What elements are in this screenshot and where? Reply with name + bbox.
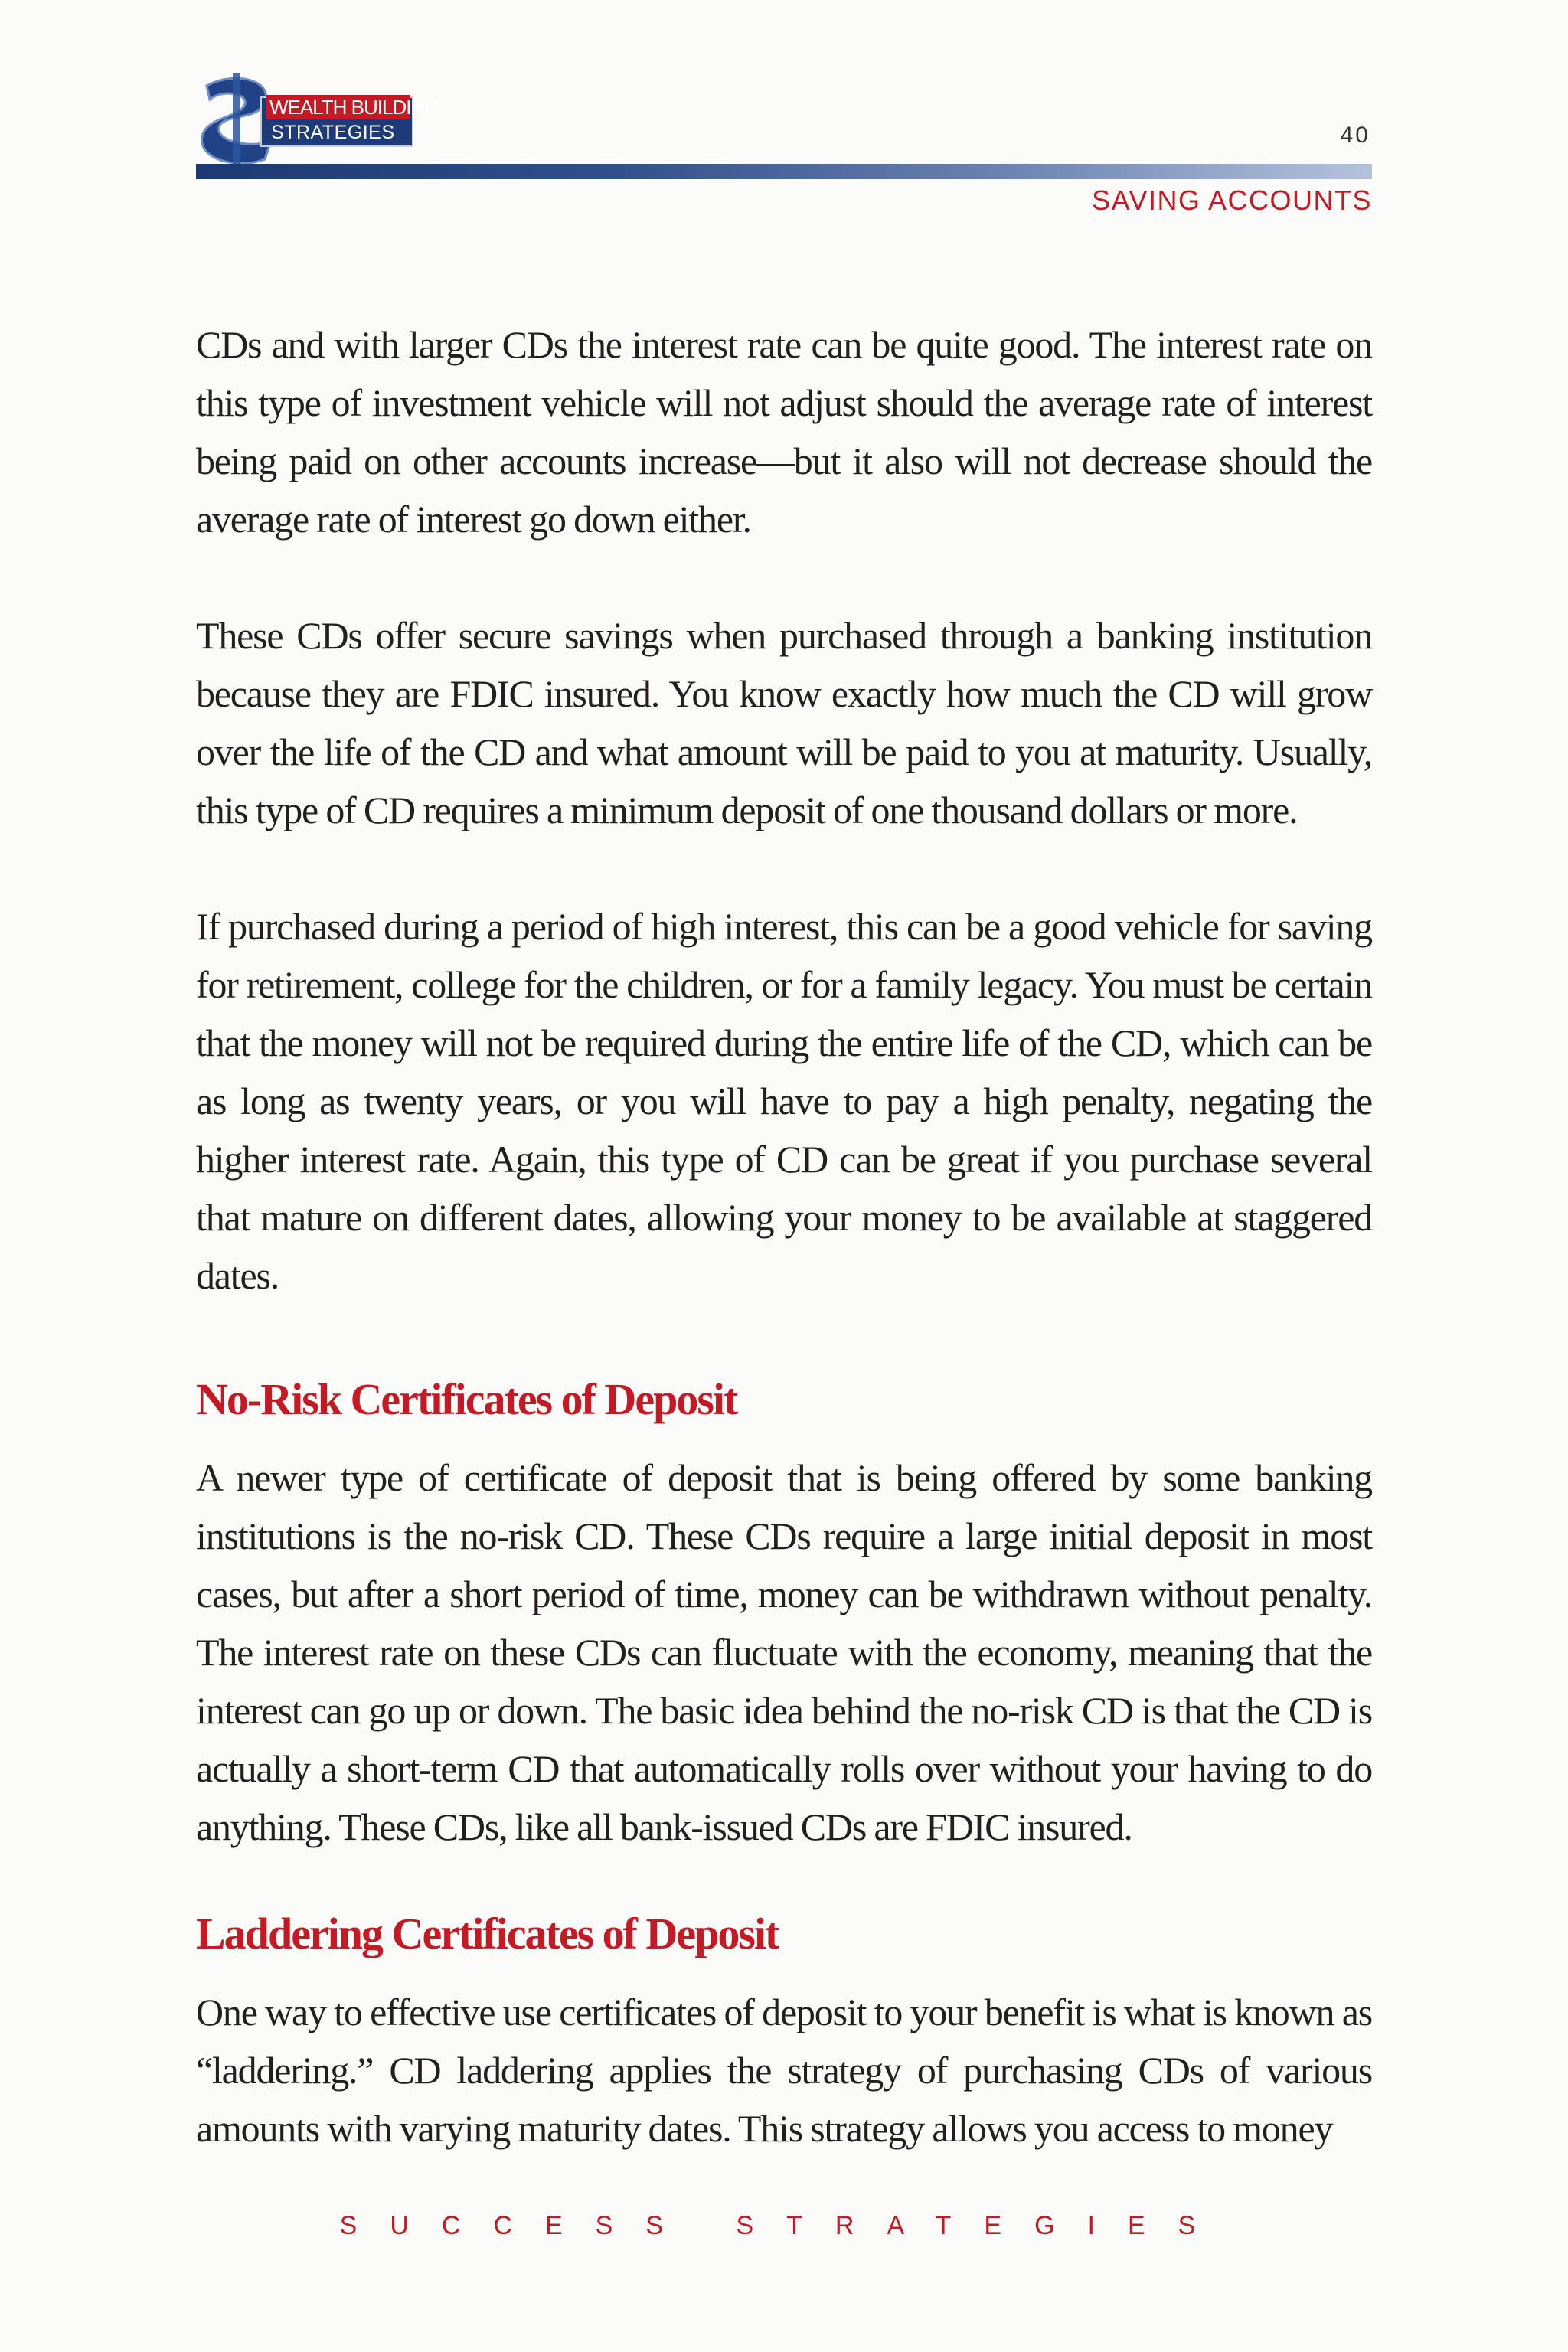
body-paragraph: A newer type of certificate of deposit that is being offered by some banking institutions is the no-risk CD. These CDs require a large initial deposit in most cases, but after a short period of time, money can be withdrawn without penalty. The interest rate on these CDs can fluctuate with the economy, meaning that the interest can go up or down. The basic idea behind the no-risk CD is that the CD is actually a short-term CD that automatically rolls over without your having to do anything. These CDs, like all bank-issued CDs are FDIC insured. [196,1456,1372,1848]
footer-tagline: SUCCESS STRATEGIES [339,2211,1229,2240]
section-heading: Laddering Certificates of Deposit [196,1909,779,1958]
body-paragraph: One way to effective use certificates of deposit to your benefit is what is known as “laddering.” CD laddering applies the strategy of purchasing CDs of various amounts with varying maturity dates. This strategy allows you access to money [196,1991,1372,2150]
section-label: SAVING ACCOUNTS [1092,185,1372,216]
section-heading: No-Risk Certificates of Deposit [196,1374,737,1424]
wealth-building-strategies-logo [191,69,439,168]
logo-text-wealth-building: WEALTH BUILDING [266,95,410,119]
body-paragraph: If purchased during a period of high interest, this can be a good vehicle for saving for retirement, college for the children, or for a family legacy. You must be certain that the money will not be required during the entire life of the CD, which can be as long as twenty years, or you will have to pay a high penalty, negating the higher interest rate. Again, this type of CD can be great if you purchase several that mature on different dates, allowing your money to be available at staggered dates. [196,905,1372,1297]
header-divider [196,164,1372,179]
logo-text-strategies: STRATEGIES [271,122,395,143]
page-content [196,315,1372,2158]
body-paragraph: These CDs offer secure savings when purchased through a banking institution because they are FDIC insured. You know exactly how much the CD will grow over the life of the CD and what amount will be paid to you at maturity. Usually, this type of CD requires a minimum deposit of one thousand dollars or more. [196,614,1372,831]
body-paragraph: CDs and with larger CDs the interest rate can be quite good. The interest rate on this type of investment vehicle will not adjust should the average rate of interest being paid on other accounts increase—but it also will not decrease should the average rate of interest go down either. [196,323,1372,541]
page-number: 40 [1340,122,1370,148]
